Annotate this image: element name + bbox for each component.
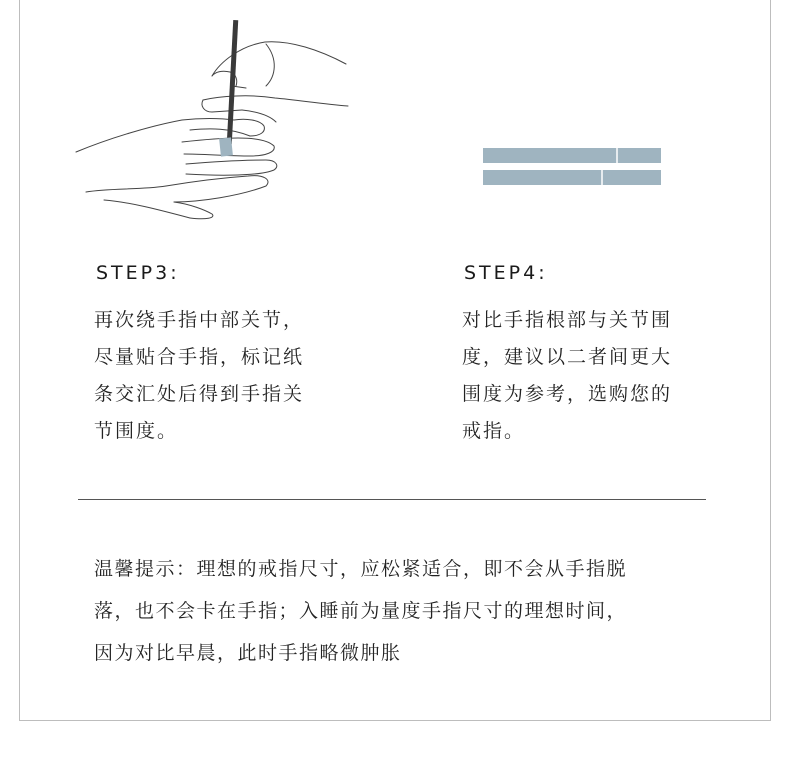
tip-text <box>94 548 734 674</box>
step3-title: STEP3: <box>96 262 180 284</box>
tip-line: 落，也不会卡在手指；入睡前为量度手指尺寸的理想时间， <box>94 600 628 622</box>
hand-measuring-icon <box>70 14 360 224</box>
step4-line: 戒指。 <box>462 420 526 442</box>
section-divider <box>78 499 706 500</box>
step3-line: 再次绕手指中部关节， <box>94 309 305 331</box>
paper-strip-icon <box>480 144 664 190</box>
step4-line: 围度为参考，选购您的 <box>462 383 673 405</box>
step3-line: 节围度。 <box>94 420 179 442</box>
step4-line: 度，建议以二者间更大 <box>462 346 673 368</box>
step4-line: 对比手指根部与关节围 <box>462 309 673 331</box>
tip-line: 温馨提示：理想的戒指尺寸，应松紧适合，即不会从手指脱 <box>94 558 628 580</box>
tip-line: 因为对比早晨，此时手指略微肿胀 <box>94 642 402 664</box>
step4-title: STEP4: <box>464 262 548 284</box>
step4-body <box>462 302 742 450</box>
step3-body <box>94 302 374 450</box>
step3-line: 条交汇处后得到手指关 <box>94 383 305 405</box>
step3-line: 尽量贴合手指，标记纸 <box>94 346 305 368</box>
